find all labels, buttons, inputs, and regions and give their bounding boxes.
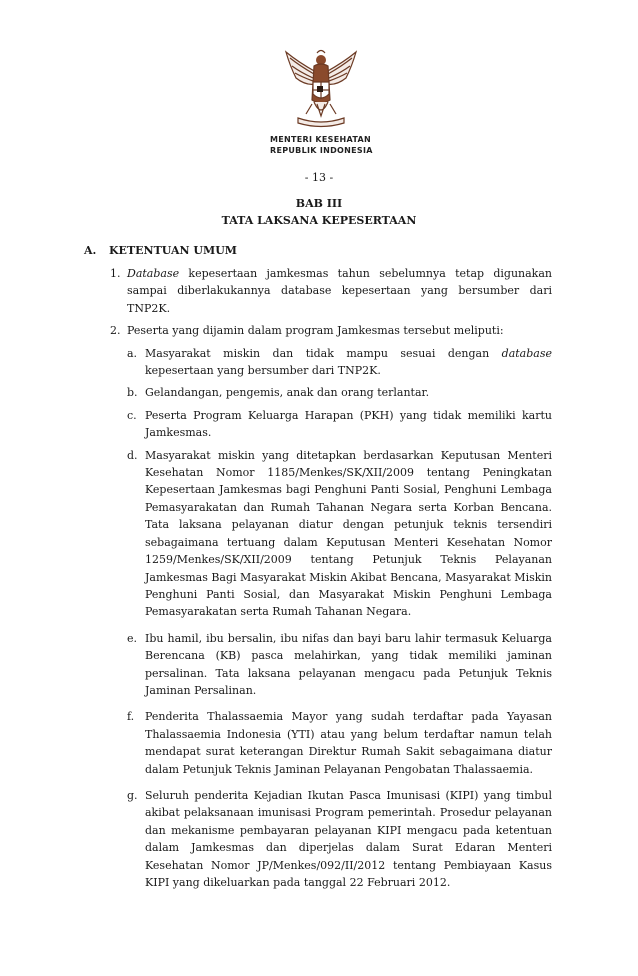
sub-item-letter: a. [127, 346, 138, 360]
ministry-line-1: MENTERI KESEHATAN [270, 135, 371, 144]
sub-item-text: Gelandangan, pengemis, anak dan orang terlantar. [145, 386, 430, 400]
sub-list-item [110, 708, 552, 778]
sub-list-item [110, 384, 552, 401]
sub-item-letter: f. [127, 710, 135, 724]
sub-item-italic: database [501, 346, 552, 360]
chapter-number: BAB III [295, 197, 343, 210]
sub-item-letter: g. [127, 788, 138, 802]
item-text: Peserta yang dijamin dalam program Jamkesmas tersebut meliputi: [127, 324, 504, 338]
section-heading [84, 244, 237, 257]
chapter-title: TATA LAKSANA KEPESERTAAN [221, 214, 417, 227]
sub-list-item [110, 787, 552, 891]
sub-list-item [110, 630, 552, 700]
sub-item-text: Ibu hamil, ibu bersalin, ibu nifas dan bayi baru lahir termasuk Keluarga Berencana (KB) pasca melahirkan, yang tidak memiliki jaminan persalinan. Tata laksana pelayanan mengacu pada Petunjuk Teknis Jaminan Persalinan. [145, 631, 552, 697]
list-item [110, 265, 552, 317]
ministry-line-2: REPUBLIK INDONESIA [270, 146, 373, 155]
sub-item-letter: e. [127, 631, 138, 645]
list-item [110, 322, 552, 339]
section-content [110, 265, 552, 891]
page-number: - 13 - [304, 171, 334, 184]
garuda-emblem-icon [276, 44, 366, 134]
sub-list-item [110, 407, 552, 442]
sub-item-text [145, 347, 552, 377]
chapter-heading [0, 197, 638, 227]
section-title: KETENTUAN UMUM [109, 244, 237, 257]
sub-item-text: Masyarakat miskin yang ditetapkan berdasarkan Keputusan Menteri Kesehatan Nomor 1185/Menkes/SK/XII/2009 tentang Peningkatan Kepesertaan Jamkesmas bagi Penghuni Panti Sosial, Penghuni Lembaga Pemasyarakatan dan Rumah Tahanan Negara serta Korban Bencana. Tata laksana pelayanan diatur dengan petunjuk teknis tersendiri sebagaimana tertuang dalam Keputusan Menteri Kesehatan Nomor 1259/Menkes/SK/XII/2009 tentang Petunjuk Teknis Pelayanan Jamkesmas Bagi Masyarakat Miskin Akibat Bencana, Masyarakat Miskin Penghuni Panti Sosial, dan Masyarakat Miskin Penghuni Lembaga Pemasyarakatan serta Rumah Tahanan Negara. [145, 448, 552, 619]
item-number: 2. [110, 324, 121, 338]
sub-list-item [110, 345, 552, 380]
sub-list-item [110, 447, 552, 621]
ministry-title [270, 134, 380, 156]
sub-item-text: Seluruh penderita Kejadian Ikutan Pasca Imunisasi (KIPI) yang timbul akibat pelaksanaan imunisasi Program pemerintah. Prosedur pelayanan dan mekanisme pembayaran pelayanan KIPI mengacu pada ketentuan dalam Jamkesmas dan diperjelas dalam Surat Edaran Menteri Kesehatan Nomor JP/Menkes/092/II/2012 tentang Pembiayaan Kasus KIPI yang dikeluarkan pada tanggal 22 Februari 2012. [145, 788, 552, 889]
item-italic-lead: Database [127, 267, 180, 280]
item-number: 1. [110, 267, 121, 280]
sub-item-letter: c. [127, 408, 137, 422]
sub-item-post: kepesertaan yang bersumber dari TNP2K. [145, 364, 381, 378]
item-text [127, 267, 552, 315]
sub-item-letter: b. [127, 386, 138, 400]
section-letter: A. [84, 244, 97, 257]
sub-item-letter: d. [127, 448, 138, 462]
sub-item-text: Penderita Thalassaemia Mayor yang sudah terdaftar pada Yayasan Thalassaemia Indonesia (YTI) atau yang belum terdaftar namun telah mendapat surat keterangan Direktur Rumah Sakit sebagaimana diatur dalam Petunjuk Teknis Jaminan Pelayanan Pengobatan Thalassaemia. [145, 710, 552, 776]
item-body: kepesertaan jamkesmas tahun sebelumnya tetap digunakan sampai diberlakukannya database kepesertaan yang bersumber dari TNP2K. [127, 267, 552, 315]
sub-item-text: Peserta Program Keluarga Harapan (PKH) yang tidak memiliki kartu Jamkesmas. [145, 408, 552, 440]
sub-item-pre: Masyarakat miskin dan tidak mampu sesuai dengan [145, 346, 502, 360]
